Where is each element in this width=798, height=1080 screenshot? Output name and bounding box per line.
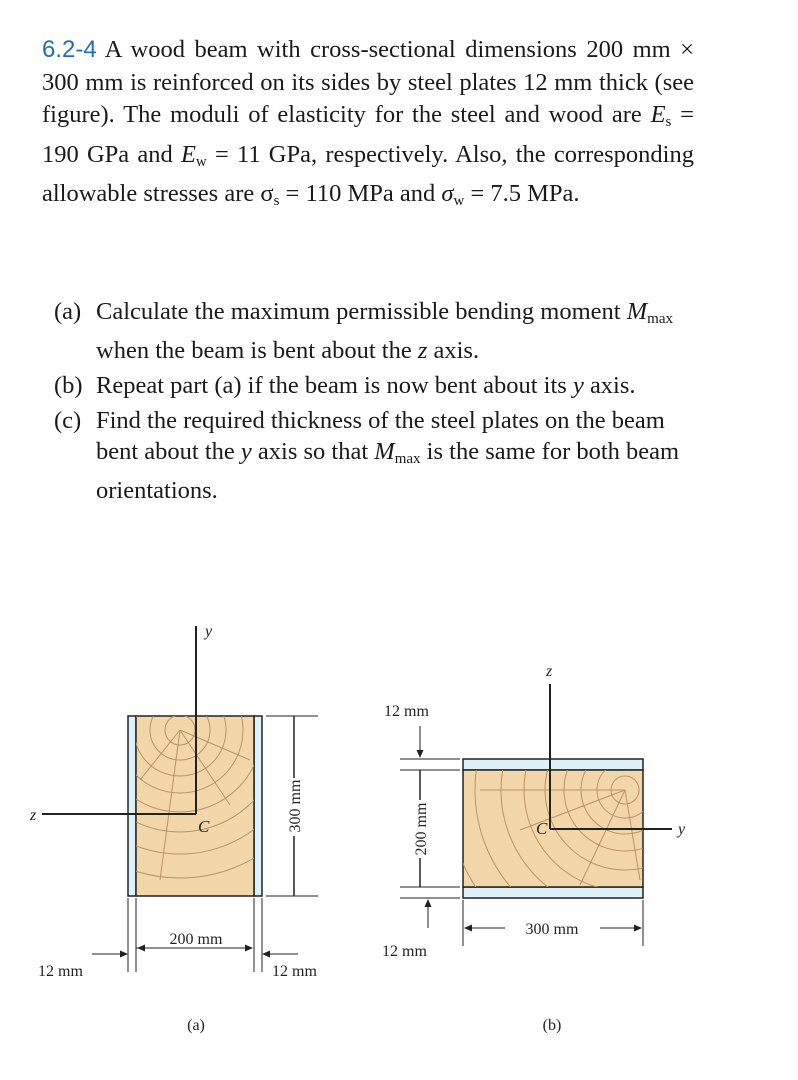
axis-symbol: z [417, 337, 428, 364]
centroid-label-b: C [536, 819, 548, 838]
part-c-text-3: is the same for both beam orientations. [96, 438, 680, 504]
steel-plate-bottom [463, 887, 643, 898]
wood-section-a [32, 600, 328, 896]
text-stress-wood: = 7.5 MPa. [464, 180, 580, 207]
part-a [54, 296, 694, 366]
modulus-wood-sub: w [195, 153, 207, 170]
problem-number: 6.2-4 [42, 36, 97, 63]
dim-height-b: 200 mm [413, 802, 430, 856]
part-c [54, 405, 694, 506]
part-a-label: (a) [54, 298, 82, 325]
beam-figure [0, 600, 798, 1080]
modulus-steel-sub: s [665, 114, 672, 130]
modulus-steel-symbol: E [650, 101, 666, 128]
text-intro: A wood beam with cross-sectional dimensions 200 mm × 300 mm is reinforced on its sides by steel plates 12 mm thick (see figure). The moduli of elasticity for the steel and wood are [42, 36, 694, 128]
part-c-text: Find the required thickness of the steel plates on the beam bent about the [96, 407, 665, 465]
dim-width-a: 200 mm [169, 931, 223, 948]
centroid-label-a: C [198, 817, 210, 836]
problem-statement [42, 34, 694, 218]
y-axis-label-a: y [205, 623, 213, 640]
part-b [54, 370, 694, 401]
part-b-label: (b) [54, 372, 83, 399]
stress-wood-sub: w [453, 193, 465, 209]
z-axis-label-b: z [546, 663, 553, 680]
y-axis-label-b: y [678, 821, 686, 838]
axis-symbol: y [240, 438, 252, 465]
caption-a: (a) [187, 1017, 205, 1034]
dim-width-b: 300 mm [525, 921, 579, 938]
dim-plate-left-a: 12 mm [38, 963, 83, 980]
figure-a [29, 600, 328, 1034]
dim-height-a: 300 mm [287, 779, 304, 833]
part-a-text-2: when the beam is bent about the [96, 337, 418, 364]
steel-plate-left [128, 716, 136, 896]
steel-plate-top [463, 759, 643, 770]
moment-sub: max [647, 311, 673, 327]
wood-section-b [447, 612, 798, 968]
problem-parts [54, 296, 694, 510]
dim-plate-bottom-b: 12 mm [382, 943, 427, 960]
moment-symbol: M [626, 298, 648, 325]
part-a-text-3: axis. [427, 337, 480, 364]
moment-symbol: M [374, 438, 395, 465]
text-stress-steel: = 110 MPa and [279, 180, 442, 207]
text-modulus-wood: = 11 GPa, respectively. Also, the corresponding allowable stresses are σ [42, 140, 694, 207]
modulus-wood-symbol: E [180, 140, 196, 168]
dim-plate-top-b: 12 mm [384, 703, 429, 720]
figure-b [382, 612, 798, 1034]
axis-symbol: y [572, 372, 584, 399]
part-b-text: Repeat part (a) if the beam is now bent about its [96, 372, 573, 399]
stress-wood-symbol: σ [441, 180, 454, 207]
dim-plate-right-a: 12 mm [272, 963, 317, 980]
part-b-text-2: axis. [583, 372, 636, 399]
part-a-text: Calculate the maximum permissible bending moment [96, 298, 627, 325]
moment-sub: max [394, 451, 421, 467]
caption-b: (b) [542, 1017, 562, 1034]
part-c-text-2: axis so that [251, 438, 375, 465]
stress-steel-sub: s [273, 193, 280, 209]
z-axis-label-a: z [30, 807, 37, 824]
steel-plate-right [254, 716, 262, 896]
part-c-label: (c) [54, 407, 82, 434]
text-modulus-steel: = 190 GPa and [42, 101, 694, 168]
